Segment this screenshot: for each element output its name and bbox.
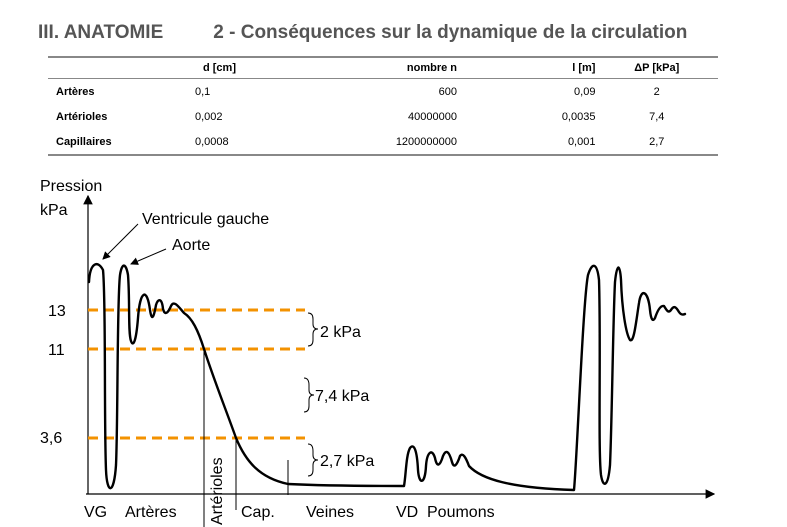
segment-label-vg: VG <box>84 504 108 521</box>
table-cell: Capillaires <box>48 129 195 155</box>
column-header: nombre n <box>331 57 457 79</box>
slide-title: 2 - Conséquences sur la dynamique de la circulation <box>213 22 688 43</box>
table-cell: 1200000000 <box>331 129 457 155</box>
brace-2-7kpa <box>308 444 318 476</box>
segment-label-lungs: Poumons <box>427 504 495 521</box>
table-cell: 0,002 <box>194 110 223 123</box>
brace-7-4kpa <box>304 378 314 412</box>
drop-label-2-7kpa: 2,7 kPa <box>320 453 375 470</box>
table-cell: 7,4 <box>649 110 665 123</box>
table-cell: Artères <box>56 85 95 98</box>
arrow-ventricule-gauche <box>103 224 138 259</box>
table-cell: Artérioles <box>56 110 108 123</box>
pressure-curve <box>89 264 685 490</box>
column-header: d [cm] <box>195 57 331 79</box>
table-cell: 2,7 <box>595 129 718 155</box>
column-header: l [m] <box>457 57 595 79</box>
column-header: ΔP [kPa] <box>595 57 718 79</box>
table-cell: 2 <box>653 85 660 98</box>
label-aorte: Aorte <box>172 237 211 254</box>
drop-label-7-4kpa: 7,4 kPa <box>315 388 370 405</box>
table-cell: 0,0008 <box>195 129 331 155</box>
label-ventricule-gauche: Ventricule gauche <box>142 211 270 228</box>
arrow-aorte <box>131 249 166 264</box>
drop-label-2kpa: 2 kPa <box>320 324 361 341</box>
section-title: III. ANATOMIE <box>38 22 164 43</box>
table-cell: 600 <box>438 85 457 98</box>
segment-label-vd: VD <box>396 504 419 521</box>
level-label-11: 11 <box>48 342 65 359</box>
brace-2kpa <box>308 313 318 346</box>
segment-label-veins: Veines <box>306 504 355 521</box>
y-axis-label-pression: Pression <box>40 178 103 195</box>
table-cell: 40000000 <box>408 110 457 123</box>
table-cell: 0,001 <box>457 129 595 155</box>
level-label-13: 13 <box>48 303 66 320</box>
segment-label-arterioles: Artérioles <box>209 457 226 525</box>
level-label-3-6: 3,6 <box>40 430 63 447</box>
segment-label-arteries: Artères <box>125 504 177 521</box>
table-cell: 0,09 <box>574 85 596 98</box>
y-axis-label-unit: kPa <box>40 202 68 219</box>
segment-label-capillaries: Cap. <box>241 504 275 521</box>
table-cell: 0,1 <box>194 85 211 98</box>
table-cell: 0,0035 <box>561 110 596 123</box>
